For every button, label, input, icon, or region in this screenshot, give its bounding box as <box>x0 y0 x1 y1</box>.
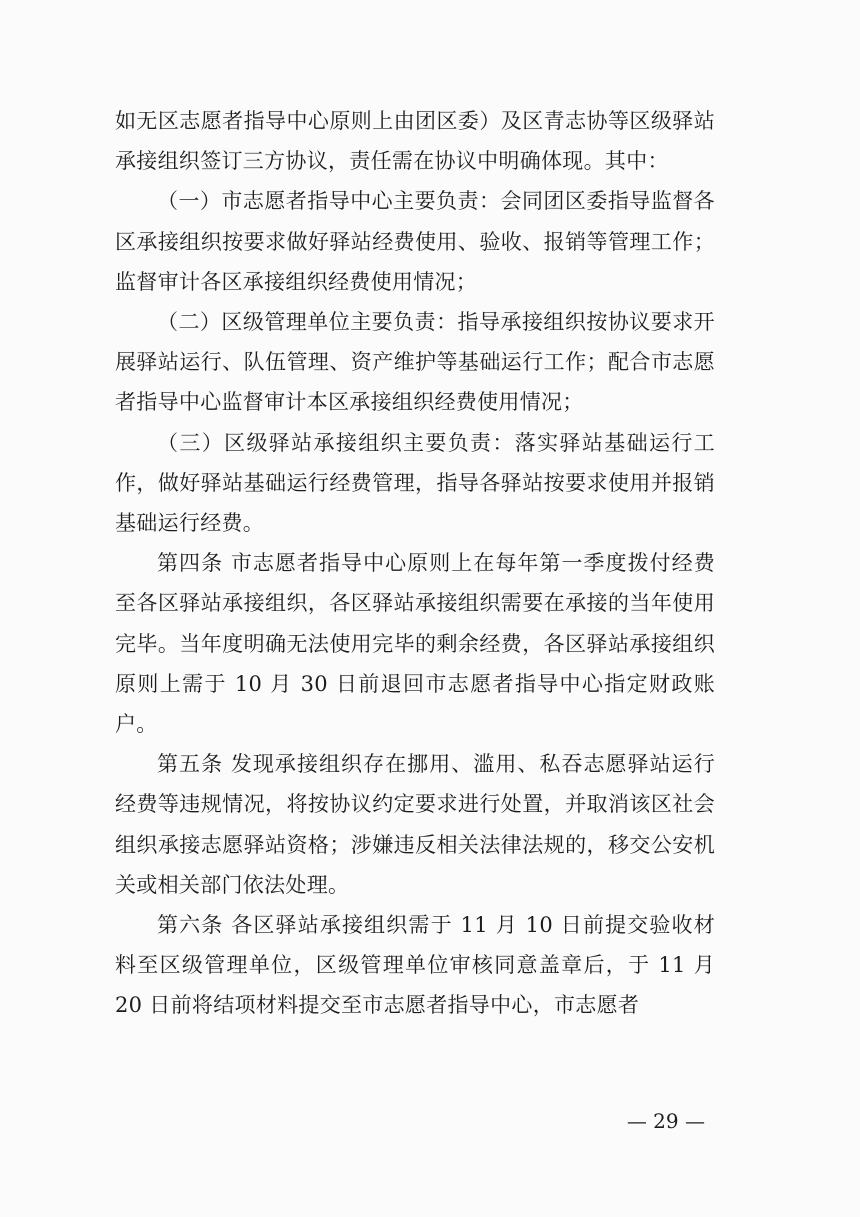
paragraph-article-5: 第五条 发现承接组织存在挪用、滥用、私吞志愿驿站运行经费等违规情况，将按协议约定要求进行处置，并取消该区社会组织承接志愿驿站资格；涉嫌违反相关法律法规的，移交公安机关或相关部门依法处理。 <box>115 752 715 897</box>
paragraph-intro: 如无区志愿者指导中心原则上由团区委）及区青志协等区级驿站承接组织签订三方协议，责任需在协议中明确体现。其中： <box>115 109 715 174</box>
paragraph-article-4: 第四条 市志愿者指导中心原则上在每年第一季度拨付经费至各区驿站承接组织，各区驿站承接组织需要在承接的当年使用完毕。当年度明确无法使用完毕的剩余经费，各区驿站承接组织原则上需于 10 月 30 日前退回市志愿者指导中心指定财政账户。 <box>115 551 715 737</box>
paragraph-item-3: （三）区级驿站承接组织主要负责：落实驿站基础运行工作，做好驿站基础运行经费管理，指导各驿站按要求使用并报销基础运行经费。 <box>115 430 715 536</box>
body-text <box>115 101 715 1026</box>
paragraph-item-2: （二）区级管理单位主要负责：指导承接组织按协议要求开展驿站运行、队伍管理、资产维护等基础运行工作；配合市志愿者指导中心监督审计本区承接组织经费使用情况； <box>115 310 715 415</box>
paragraph-article-6: 第六条 各区驿站承接组织需于 11 月 10 日前提交验收材料至区级管理单位，区级管理单位审核同意盖章后，于 11 月 20 日前将结项材料提交至市志愿者指导中心，市志愿者 <box>115 913 715 1018</box>
page-number: — 29 — <box>626 1109 705 1133</box>
paragraph-item-1: （一）市志愿者指导中心主要负责：会同团区委指导监督各区承接组织按要求做好驿站经费使用、验收、报销等管理工作；监督审计各区承接组织经费使用情况； <box>115 189 715 294</box>
